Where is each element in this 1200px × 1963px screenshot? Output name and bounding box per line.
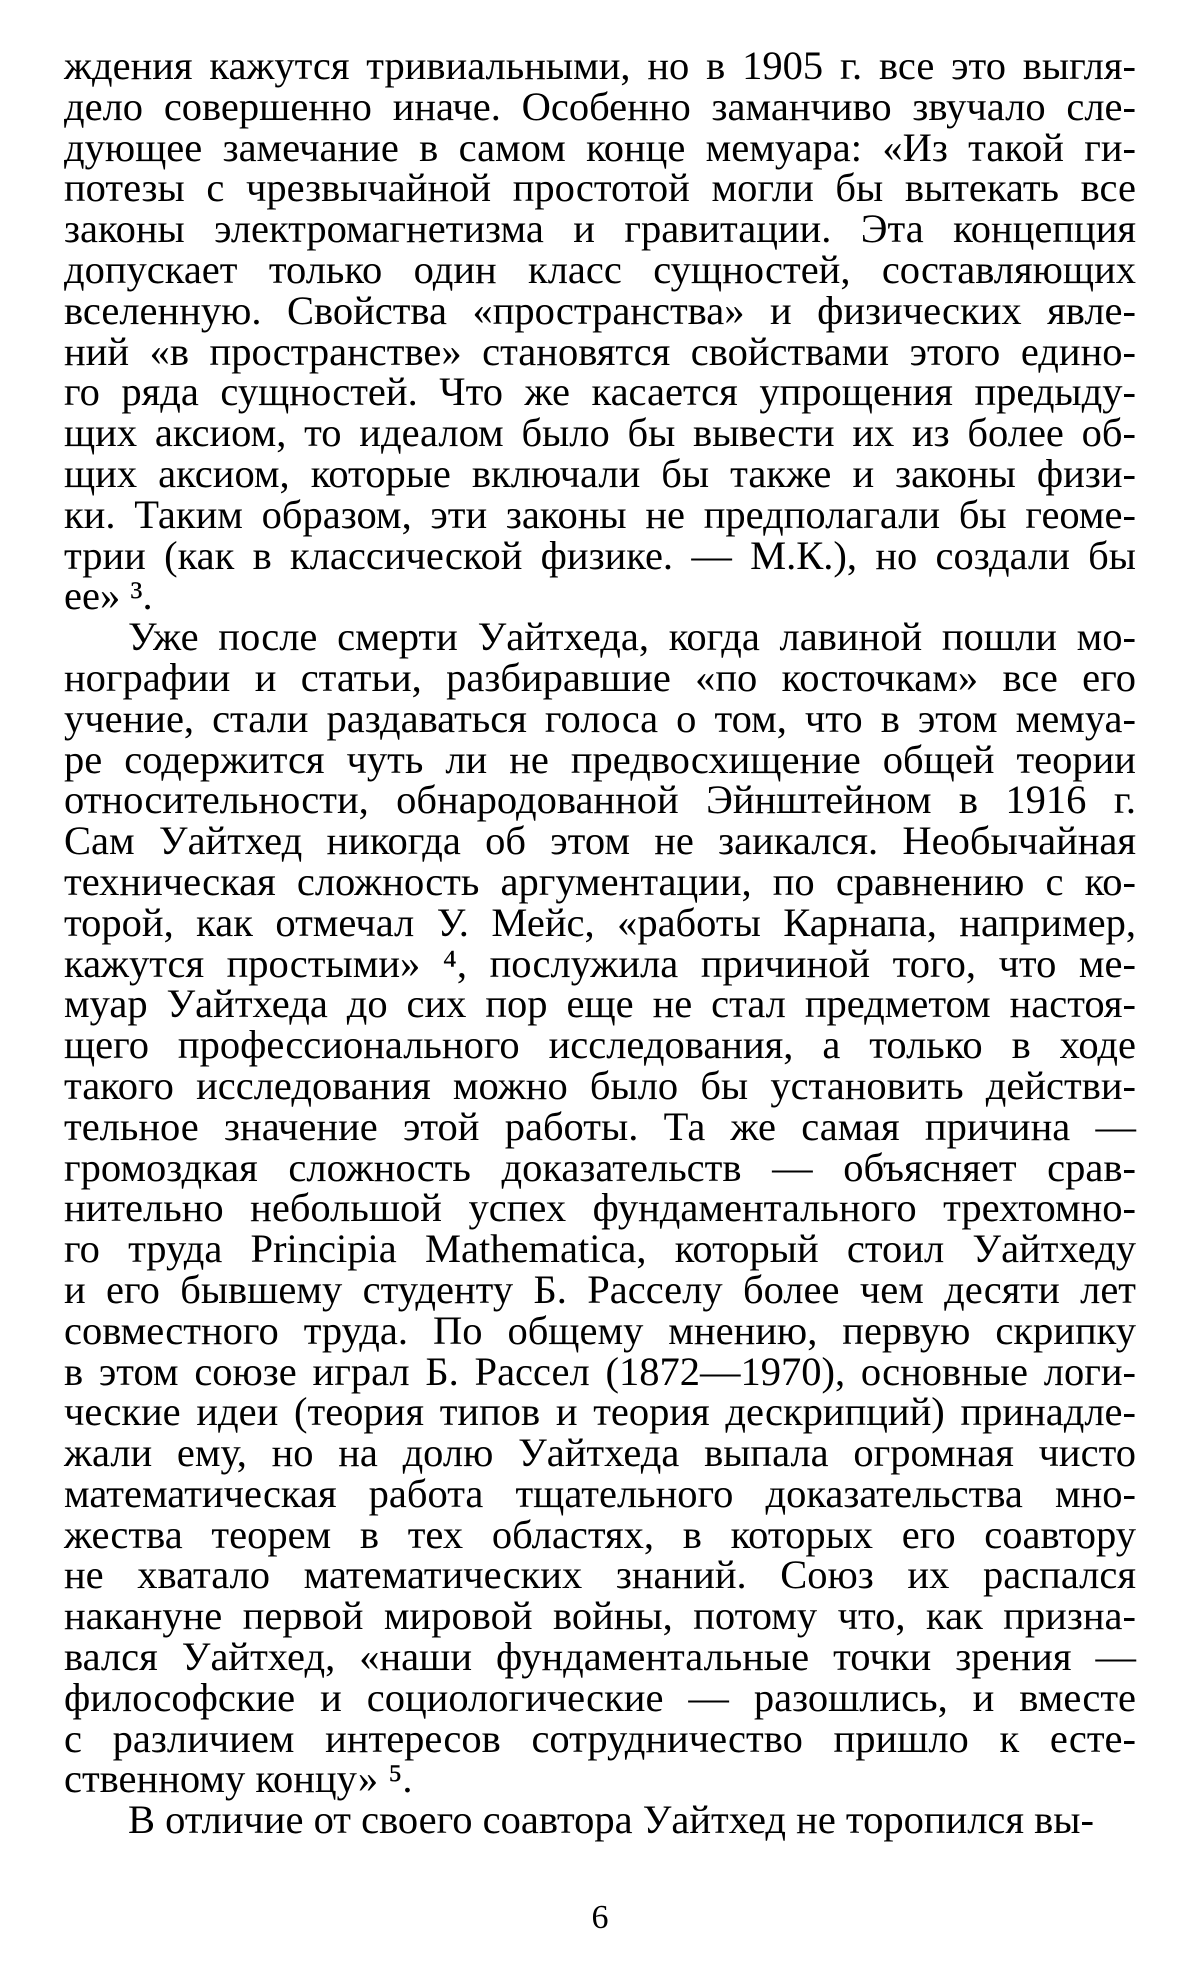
text-line: щих аксиом, то идеалом было бы вывести их из более об- [64, 410, 1136, 456]
text-line: кажутся простыми» ⁴, послужила причиной того, что ме- [64, 940, 1136, 986]
text-line: с различием интересов сотрудничество пришло к есте- [64, 1715, 1136, 1761]
text-line: накануне первой мировой войны, потому что, как призна- [64, 1593, 1136, 1639]
text-line: жали ему, но на долю Уайтхеда выпала огромная чисто [64, 1430, 1136, 1476]
text-line: громоздкая сложность доказательств — объясняет срав- [64, 1144, 1136, 1190]
text-line: философские и социологические — разошлись, и вместе [64, 1674, 1136, 1720]
text-line: ний «в пространстве» становятся свойствами этого едино- [64, 328, 1136, 374]
text-line: совместного труда. По общему мнению, первую скрипку [64, 1307, 1136, 1353]
text-line: относительности, обнародованной Эйнштейном в 1916 г. [64, 777, 1136, 823]
paragraph-end-line: ее» ³. [64, 573, 153, 619]
text-line: законы электромагнетизма и гравитации. Эта концепция [64, 206, 1136, 252]
text-line: не хватало математических знаний. Союз их распался [64, 1552, 1136, 1598]
text-line: такого исследования можно было бы установить действи- [64, 1062, 1136, 1108]
text-line: го труда Principia Mathematica, который стоил Уайтхеду [64, 1226, 1136, 1272]
text-line: нографии и статьи, разбиравшие «по косточкам» все его [64, 654, 1136, 700]
text-line: вался Уайтхед, «наши фундаментальные точки зрения — [64, 1634, 1136, 1680]
paragraph-start-line: Уже после смерти Уайтхеда, когда лавиной пошли мо- [128, 614, 1136, 660]
text-line: дело совершенно иначе. Особенно заманчиво звучало сле- [64, 83, 1136, 129]
text-line: щего профессионального исследования, а только в ходе [64, 1022, 1136, 1068]
text-line: вселенную. Свойства «пространства» и физических явле- [64, 287, 1136, 333]
text-line: допускает только один класс сущностей, составляющих [64, 246, 1136, 292]
text-line: потезы с чрезвычайной простотой могли бы вытекать все [64, 165, 1136, 211]
text-line: Сам Уайтхед никогда об этом не заикался. Необычайная [64, 818, 1136, 864]
text-line: жества теорем в тех областях, в которых его соавтору [64, 1511, 1136, 1557]
text-line: торой, как отмечал У. Мейс, «работы Карнапа, например, [64, 899, 1136, 945]
page-number: 6 [591, 1899, 609, 1936]
text-line: ческие идеи (теория типов и теория дескрипций) принадле- [64, 1389, 1136, 1435]
text-line: учение, стали раздаваться голоса о том, что в этом мемуа- [64, 695, 1136, 741]
text-line: дующее замечание в самом конце мемуара: «Из такой ги- [64, 124, 1136, 170]
paragraph-start-line: В отличие от своего соавтора Уайтхед не торопился вы- [128, 1797, 1094, 1843]
text-line: ждения кажутся тривиальными, но в 1905 г. все это выгля- [64, 43, 1136, 88]
text-line: техническая сложность аргументации, по сравнению с ко- [64, 858, 1136, 904]
text-line: тельное значение этой работы. Та же самая причина — [64, 1103, 1136, 1149]
text-line: трии (как в классической физике. — М.К.), но создали бы [64, 532, 1136, 578]
paragraph-end-line: ственному концу» ⁵. [64, 1756, 413, 1802]
text-line: щих аксиом, которые включали бы также и законы физи- [64, 450, 1136, 496]
text-line: го ряда сущностей. Что же касается упрощения предыду- [64, 369, 1136, 415]
text-line: нительно небольшой успех фундаментального трехтомно- [64, 1185, 1136, 1231]
text-line: ре содержится чуть ли не предвосхищение общей теории [64, 736, 1136, 782]
text-line: муар Уайтхеда до сих пор еще не стал предметом настоя- [64, 981, 1136, 1027]
text-line: в этом союзе играл Б. Рассел (1872—1970), основные логи- [64, 1348, 1136, 1394]
text-line: и его бывшему студенту Б. Расселу более чем десяти лет [64, 1266, 1136, 1312]
body-text [64, 43, 1136, 1843]
text-line: математическая работа тщательного доказательства мно- [64, 1470, 1136, 1516]
text-line: ки. Таким образом, эти законы не предполагали бы геоме- [64, 491, 1136, 537]
